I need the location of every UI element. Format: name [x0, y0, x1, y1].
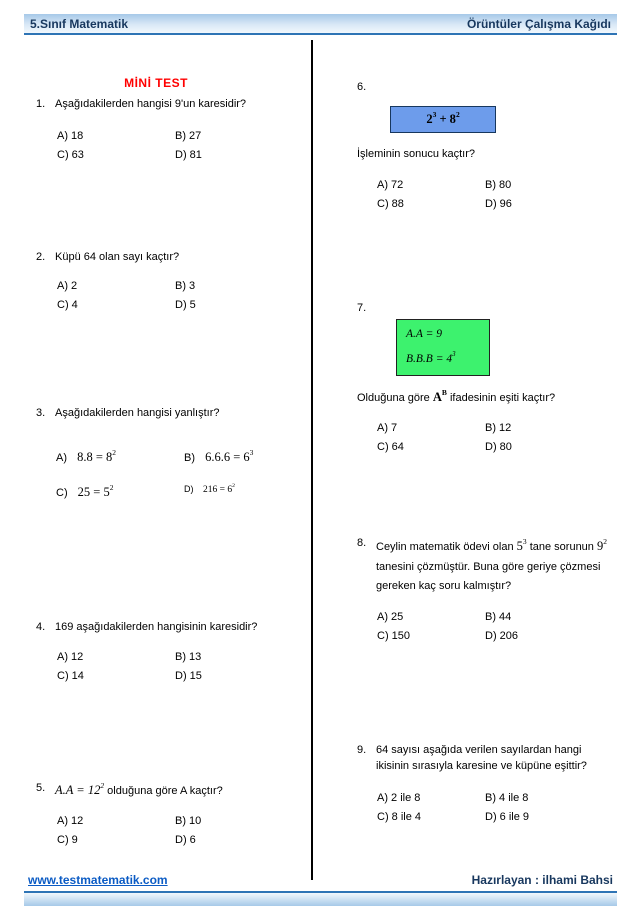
question-text: 64 sayısı aşağıda verilen sayılardan hangi ikisinin sırasıyla karesine ve küpüne eşittir? — [376, 744, 587, 772]
question-4-options — [36, 650, 308, 685]
given-line-1: A.A = 9 — [406, 327, 442, 340]
question-number: 3. — [36, 407, 46, 419]
option-d: D) 5 — [175, 298, 196, 311]
math-base: 9 — [596, 539, 604, 553]
exponent: 3 — [249, 447, 254, 457]
math-expression — [55, 780, 105, 797]
option-b: B) 12 — [485, 422, 512, 435]
question-6-stem — [357, 80, 617, 96]
option-d: D) 206 — [485, 630, 519, 643]
option-d: D) 6 — [175, 833, 196, 846]
question-9-options — [357, 791, 617, 826]
exponent: 2 — [232, 482, 235, 489]
math-base: A — [432, 390, 442, 405]
option-label: D) — [184, 483, 194, 494]
exponent: 2 — [603, 536, 607, 546]
math-base: 5 — [516, 539, 523, 553]
given-box — [396, 319, 490, 376]
question-number: 7. — [357, 302, 367, 314]
option-b: B) 27 — [175, 129, 202, 142]
math-base: 2 — [426, 112, 433, 127]
question-number: 9. — [357, 744, 367, 756]
question-text: Aşağıdakilerden hangisi 9'un karesidir? — [55, 98, 247, 110]
stem-segment: tane sorunun — [529, 541, 594, 553]
question-number: 4. — [36, 621, 46, 633]
question-number: 8. — [357, 537, 367, 549]
question-text — [376, 536, 617, 596]
question-3 — [36, 406, 308, 502]
option-c: C) 4 — [57, 298, 78, 311]
option-label: A) — [56, 451, 67, 464]
question-1-options — [36, 129, 308, 164]
author-credit: Hazırlayan : ilhami Bahsi — [471, 873, 613, 887]
option-c: C) 64 — [377, 441, 404, 454]
header-course-title: 5.Sınıf Matematik — [30, 16, 129, 31]
question-text — [55, 781, 308, 800]
mini-test-title: MİNİ TEST — [124, 76, 188, 90]
option-a — [56, 448, 184, 467]
expression-box — [390, 106, 496, 133]
question-2-stem — [36, 250, 308, 266]
question-6 — [357, 80, 617, 213]
exponent: 3 — [522, 536, 527, 546]
question-3-stem — [36, 406, 308, 422]
exponent: 3 — [432, 110, 437, 120]
option-c: C) 9 — [57, 833, 78, 846]
question-text: 169 aşağıdakilerden hangisinin karesidir? — [55, 621, 258, 633]
option-a: A) 2 ile 8 — [377, 791, 421, 804]
math-expression — [426, 110, 459, 128]
stem-text-before: Olduğuna göre — [357, 392, 430, 405]
option-c — [56, 483, 184, 502]
option-c: C) 88 — [377, 197, 404, 210]
math-expression — [205, 447, 254, 464]
math-base: A.A = 12 — [55, 783, 101, 797]
option-label: B) — [184, 451, 195, 464]
option-a: A) 18 — [57, 129, 84, 142]
option-b: B) 3 — [175, 279, 196, 292]
option-b — [184, 448, 308, 467]
question-9-stem — [357, 743, 617, 775]
question-number: 1. — [36, 98, 46, 110]
option-c: C) 150 — [377, 630, 411, 643]
option-b: B) 4 ile 8 — [485, 791, 529, 804]
question-text: Küpü 64 olan sayı kaçtır? — [55, 251, 180, 263]
question-2 — [36, 250, 308, 314]
option-a: A) 25 — [377, 611, 404, 624]
math-mid: + 8 — [436, 112, 456, 127]
math-base: 6.6.6 = 6 — [205, 449, 250, 464]
math-base: B.B.B = 4 — [406, 352, 453, 365]
column-divider — [311, 40, 313, 880]
option-a: A) 2 — [57, 279, 78, 292]
question-8-options — [357, 610, 617, 645]
exponent: 2 — [112, 447, 116, 457]
question-number: 5. — [36, 782, 46, 794]
exponent: 3 — [452, 350, 456, 358]
question-7-options — [357, 421, 617, 456]
question-5 — [36, 781, 308, 849]
stem-segment: tanesini çözmüştür. Buna göre geriye çözmesi gereken kaç soru kalmıştır? — [376, 560, 601, 593]
stem-text: olduğuna göre A kaçtır? — [107, 785, 223, 797]
header-bar — [24, 14, 617, 35]
stem-text-after: ifadesinin eşiti kaçtır? — [449, 392, 556, 405]
exponent: B — [441, 388, 447, 397]
question-text — [357, 388, 617, 407]
question-text: İşleminin sonucu kaçtır? — [357, 147, 475, 160]
math-base: 25 = 5 — [77, 484, 110, 499]
option-c: C) 8 ile 4 — [377, 810, 422, 823]
math-base: 8.8 = 8 — [77, 449, 113, 464]
option-d: D) 81 — [175, 148, 202, 161]
footer-bar — [24, 891, 617, 906]
footer — [28, 873, 613, 887]
option-b: B) 10 — [175, 814, 202, 827]
question-number: 6. — [357, 81, 367, 93]
math-expression — [77, 482, 114, 499]
question-1-stem — [36, 97, 308, 113]
option-label: C) — [56, 486, 68, 499]
header-worksheet-title: Örüntüler Çalışma Kağıdı — [466, 16, 611, 31]
math-expression — [596, 536, 607, 553]
math-expression — [203, 482, 235, 495]
exponent: 2 — [109, 482, 114, 492]
question-6-options — [357, 178, 617, 213]
question-4-stem — [36, 620, 308, 636]
stem-segment: Ceylin matematik ödevi olan — [376, 541, 514, 553]
option-c: C) 63 — [57, 148, 84, 161]
exponent: 2 — [100, 780, 105, 790]
given-line-2 — [406, 351, 480, 368]
question-7 — [357, 301, 617, 456]
question-5-options — [36, 814, 308, 849]
option-a: A) 12 — [57, 814, 84, 827]
option-d — [184, 483, 308, 502]
option-a: A) 12 — [57, 650, 84, 663]
option-a: A) 7 — [377, 422, 398, 435]
question-8 — [357, 536, 617, 645]
math-base: 216 = 6 — [203, 484, 233, 495]
math-expression — [77, 447, 116, 464]
question-4 — [36, 620, 308, 685]
math-expression — [516, 536, 527, 553]
option-c: C) 14 — [57, 669, 84, 682]
option-b: B) 80 — [485, 178, 512, 191]
exponent: 2 — [455, 110, 460, 120]
math-expression — [433, 390, 447, 404]
question-text: Aşağıdakilerden hangisi yanlıştır? — [55, 407, 220, 419]
question-1 — [36, 97, 308, 164]
question-8-stem — [357, 536, 617, 596]
question-7-stem — [357, 301, 617, 317]
option-d: D) 80 — [485, 441, 512, 454]
question-3-options — [36, 448, 308, 502]
option-a: A) 72 — [377, 178, 404, 191]
question-5-stem — [36, 781, 308, 800]
option-d: D) 6 ile 9 — [485, 810, 530, 823]
option-b: B) 44 — [485, 611, 512, 624]
option-d: D) 15 — [175, 669, 202, 682]
option-b: B) 13 — [175, 650, 202, 663]
question-2-options — [36, 279, 308, 314]
question-9 — [357, 743, 617, 826]
option-d: D) 96 — [485, 197, 512, 210]
question-number: 2. — [36, 251, 46, 263]
website-link[interactable]: www.testmatematik.com — [28, 873, 168, 887]
